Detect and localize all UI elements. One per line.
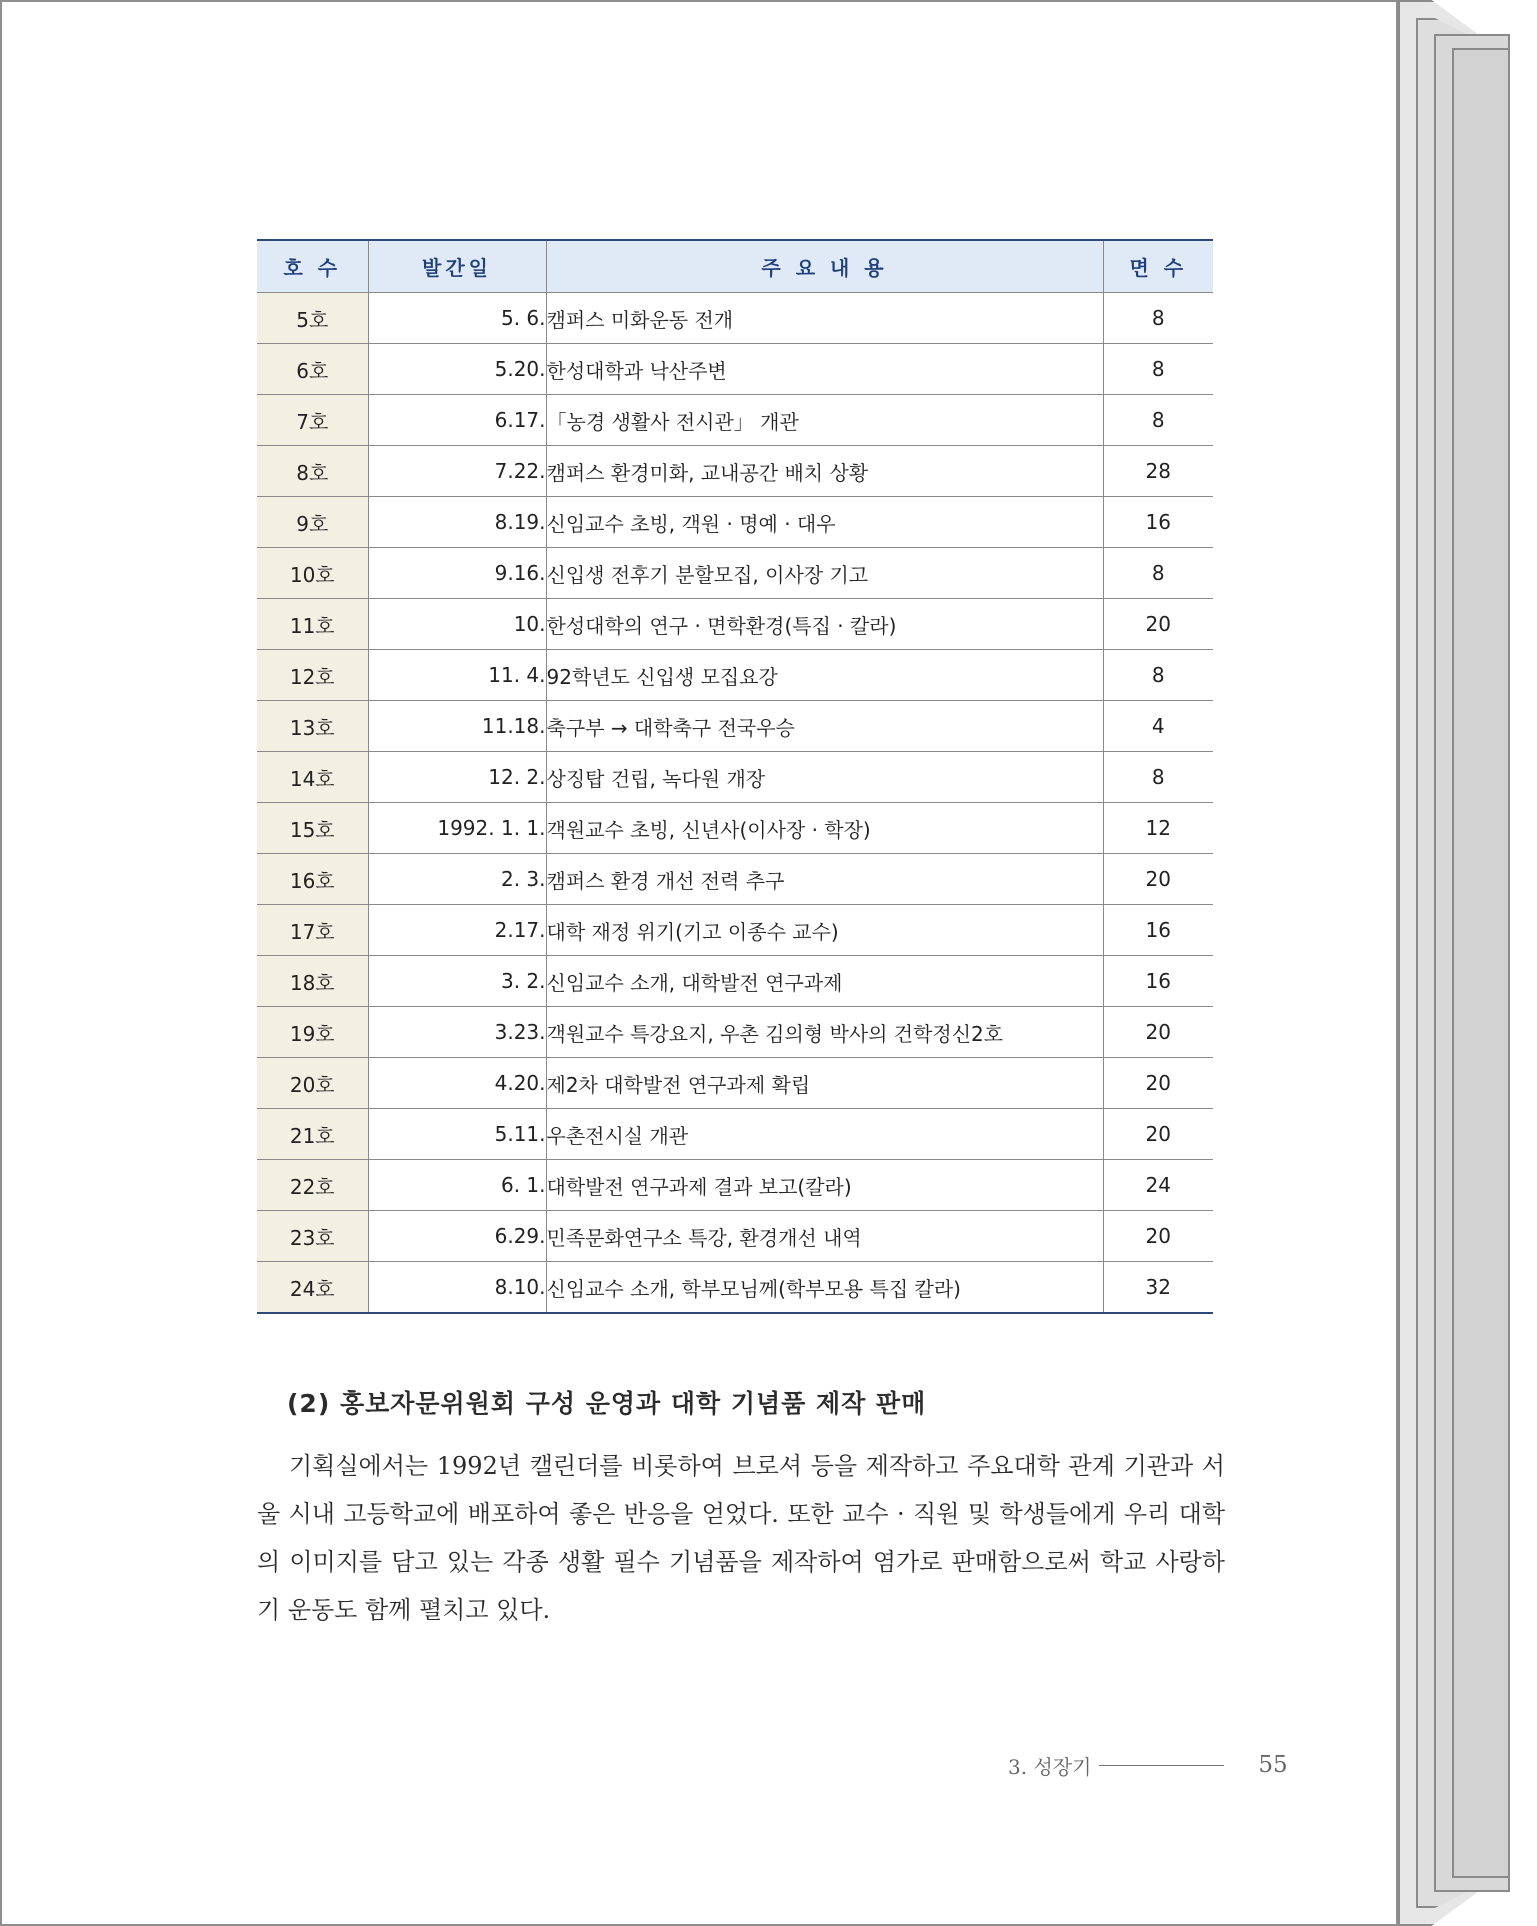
- publish-date-cell: 6. 1.: [368, 1160, 546, 1211]
- page-count-cell: 28: [1103, 446, 1213, 497]
- page-count-cell: 20: [1103, 1211, 1213, 1262]
- issue-number-cell: 19호: [257, 1007, 368, 1058]
- issue-number-cell: 11호: [257, 599, 368, 650]
- issue-number-cell: 5호: [257, 293, 368, 344]
- header-publish-date: 발간일: [368, 240, 546, 293]
- main-content-cell: 우촌전시실 개관: [546, 1109, 1103, 1160]
- page-edge: [1452, 48, 1510, 1878]
- publish-date-cell: 1992. 1. 1.: [368, 803, 546, 854]
- main-content-cell: 객원교수 특강요지, 우촌 김의형 박사의 건학정신2호: [546, 1007, 1103, 1058]
- publish-date-cell: 8.10.: [368, 1262, 546, 1314]
- publish-date-cell: 4.20.: [368, 1058, 546, 1109]
- footer-rule: [1099, 1765, 1224, 1766]
- page-number: 55: [1258, 1752, 1288, 1778]
- issue-number-cell: 22호: [257, 1160, 368, 1211]
- table-row: [257, 905, 1213, 956]
- issue-number-cell: 20호: [257, 1058, 368, 1109]
- publish-date-cell: 9.16.: [368, 548, 546, 599]
- issue-number-cell: 14호: [257, 752, 368, 803]
- publish-date-cell: 2.17.: [368, 905, 546, 956]
- publish-date-cell: 8.19.: [368, 497, 546, 548]
- issue-number-cell: 13호: [257, 701, 368, 752]
- header-main-content: 주 요 내 용: [546, 240, 1103, 293]
- publish-date-cell: 2. 3.: [368, 854, 546, 905]
- main-content-cell: 신입생 전후기 분할모집, 이사장 기고: [546, 548, 1103, 599]
- issue-number-cell: 17호: [257, 905, 368, 956]
- main-content-cell: 대학 재정 위기(기고 이종수 교수): [546, 905, 1103, 956]
- main-content-cell: 대학발전 연구과제 결과 보고(칼라): [546, 1160, 1103, 1211]
- main-content-cell: 캠퍼스 환경 개선 전력 추구: [546, 854, 1103, 905]
- publish-date-cell: 5.11.: [368, 1109, 546, 1160]
- page-count-cell: 8: [1103, 395, 1213, 446]
- main-content-cell: 상징탑 건립, 녹다원 개장: [546, 752, 1103, 803]
- header-issue-number: 호 수: [257, 240, 368, 293]
- page-count-cell: 20: [1103, 854, 1213, 905]
- page-count-cell: 20: [1103, 1058, 1213, 1109]
- main-content-cell: 한성대학과 낙산주변: [546, 344, 1103, 395]
- publish-date-cell: 6.29.: [368, 1211, 546, 1262]
- table-row: [257, 1211, 1213, 1262]
- page-count-cell: 20: [1103, 599, 1213, 650]
- table-header-row: [257, 240, 1213, 293]
- issue-number-cell: 21호: [257, 1109, 368, 1160]
- table-row: [257, 344, 1213, 395]
- main-content-cell: 「농경 생활사 전시관」 개관: [546, 395, 1103, 446]
- page-count-cell: 8: [1103, 344, 1213, 395]
- page-count-cell: 16: [1103, 497, 1213, 548]
- main-content-cell: 신임교수 소개, 대학발전 연구과제: [546, 956, 1103, 1007]
- table-row: [257, 548, 1213, 599]
- page-count-cell: 8: [1103, 752, 1213, 803]
- main-content-cell: 제2차 대학발전 연구과제 확립: [546, 1058, 1103, 1109]
- main-content-cell: 축구부 → 대학축구 전국우승: [546, 701, 1103, 752]
- page-count-cell: 16: [1103, 956, 1213, 1007]
- table-row: [257, 1262, 1213, 1314]
- publish-date-cell: 5. 6.: [368, 293, 546, 344]
- header-page-count: 면 수: [1103, 240, 1213, 293]
- issue-table: [257, 239, 1213, 1314]
- table-row: [257, 956, 1213, 1007]
- page-count-cell: 20: [1103, 1007, 1213, 1058]
- page-footer: [1008, 1750, 1288, 1780]
- publish-date-cell: 3. 2.: [368, 956, 546, 1007]
- page-count-cell: 16: [1103, 905, 1213, 956]
- page-count-cell: 24: [1103, 1160, 1213, 1211]
- page-count-cell: 8: [1103, 650, 1213, 701]
- main-content-cell: 신임교수 소개, 학부모님께(학부모용 특집 칼라): [546, 1262, 1103, 1314]
- issue-number-cell: 10호: [257, 548, 368, 599]
- chapter-label: 3. 성장기: [1008, 1754, 1092, 1779]
- main-content-cell: 캠퍼스 미화운동 전개: [546, 293, 1103, 344]
- section-heading: (2) 홍보자문위원회 구성 운영과 대학 기념품 제작 판매: [287, 1389, 927, 1418]
- table-row: [257, 701, 1213, 752]
- issue-number-cell: 8호: [257, 446, 368, 497]
- issue-number-cell: 12호: [257, 650, 368, 701]
- page-count-cell: 8: [1103, 293, 1213, 344]
- table-row: [257, 803, 1213, 854]
- page-count-cell: 32: [1103, 1262, 1213, 1314]
- page-count-cell: 20: [1103, 1109, 1213, 1160]
- issue-number-cell: 18호: [257, 956, 368, 1007]
- publish-date-cell: 10.: [368, 599, 546, 650]
- publish-date-cell: 3.23.: [368, 1007, 546, 1058]
- publish-date-cell: 12. 2.: [368, 752, 546, 803]
- body-paragraph: 기획실에서는 1992년 캘린더를 비롯하여 브로셔 등을 제작하고 주요대학 관계 기관과 서울 시내 고등학교에 배포하여 좋은 반응을 얻었다. 또한 교수 · 직원 및 학생들에게 우리 대학의 이미지를 담고 있는 각종 생활 필수 기념품을 제작하여 염가로 판매함으로써 학교 사랑하기 운동도 함께 펼치고 있다.: [257, 1452, 1225, 1624]
- table-row: [257, 1058, 1213, 1109]
- table-row: [257, 1007, 1213, 1058]
- page-count-cell: 4: [1103, 701, 1213, 752]
- table-row: [257, 446, 1213, 497]
- table-row: [257, 650, 1213, 701]
- publish-date-cell: 6.17.: [368, 395, 546, 446]
- table-row: [257, 497, 1213, 548]
- main-content-cell: 한성대학의 연구 · 면학환경(특집 · 칼라): [546, 599, 1103, 650]
- table-body: [257, 293, 1213, 1314]
- issue-number-cell: 24호: [257, 1262, 368, 1314]
- main-content-cell: 신임교수 초빙, 객원 · 명예 · 대우: [546, 497, 1103, 548]
- table-row: [257, 854, 1213, 905]
- page-stack-edges: [1398, 0, 1537, 1926]
- issue-number-cell: 23호: [257, 1211, 368, 1262]
- issue-number-cell: 6호: [257, 344, 368, 395]
- page-count-cell: 12: [1103, 803, 1213, 854]
- main-content-cell: 캠퍼스 환경미화, 교내공간 배치 상황: [546, 446, 1103, 497]
- table-row: [257, 1109, 1213, 1160]
- main-content-cell: 92학년도 신입생 모집요강: [546, 650, 1103, 701]
- table-row: [257, 293, 1213, 344]
- table-row: [257, 752, 1213, 803]
- issue-number-cell: 15호: [257, 803, 368, 854]
- table-row: [257, 599, 1213, 650]
- publish-date-cell: 11. 4.: [368, 650, 546, 701]
- table-row: [257, 395, 1213, 446]
- issue-number-cell: 16호: [257, 854, 368, 905]
- publish-date-cell: 7.22.: [368, 446, 546, 497]
- issue-number-cell: 7호: [257, 395, 368, 446]
- publish-date-cell: 5.20.: [368, 344, 546, 395]
- table-row: [257, 1160, 1213, 1211]
- main-content-cell: 민족문화연구소 특강, 환경개선 내역: [546, 1211, 1103, 1262]
- issue-number-cell: 9호: [257, 497, 368, 548]
- publish-date-cell: 11.18.: [368, 701, 546, 752]
- page-count-cell: 8: [1103, 548, 1213, 599]
- main-content-cell: 객원교수 초빙, 신년사(이사장 · 학장): [546, 803, 1103, 854]
